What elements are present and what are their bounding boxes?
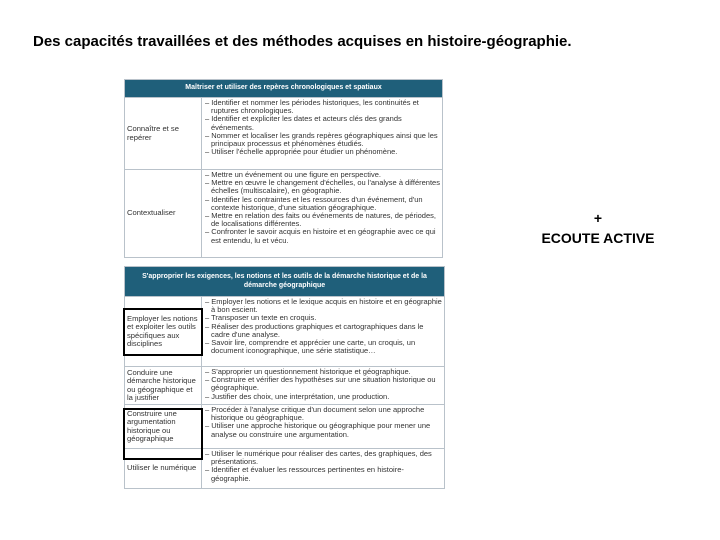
ecoute-active-label: ECOUTE ACTIVE: [541, 230, 655, 246]
row-label: Utiliser le numérique: [125, 449, 202, 489]
list-item: – Identifier et expliciter les dates et acteurs clés des grands événements.: [205, 115, 440, 131]
highlight-box-argumentation: [123, 408, 203, 460]
row-items: [202, 367, 445, 405]
list-item: – Utiliser l'échelle appropriée pour étudier un phénomène.: [205, 148, 440, 156]
list-item: – Réaliser des productions graphiques et cartographiques dans le cadre d'une analyse.: [205, 323, 442, 339]
list-item: – Mettre en relation des faits ou événements de natures, de périodes, de localisations différentes.: [205, 212, 440, 228]
row-items: [202, 98, 443, 170]
slide-title: Des capacités travaillées et des méthodes acquises en histoire-géographie.: [33, 33, 572, 50]
table-row: [125, 367, 445, 405]
list-item: – Identifier et nommer les périodes historiques, les continuités et ruptures chronologiques.: [205, 99, 440, 115]
list-item: – Mettre un événement ou une figure en perspective.: [205, 171, 440, 179]
row-items: [202, 170, 443, 258]
row-label: Employer les notions et exploiter les outils spécifiques aux disciplines: [125, 297, 202, 367]
list-item: – Transposer un texte en croquis.: [205, 314, 442, 322]
list-item: – Savoir lire, comprendre et apprécier une carte, un croquis, un document iconographique, une série statistique…: [205, 339, 442, 355]
row-label: Contextualiser: [125, 170, 202, 258]
list-item: – Identifier les contraintes et les ressources d'un événement, d'un contexte historique, d'une situation géographique.: [205, 196, 440, 212]
highlight-box-employer: [123, 308, 203, 356]
list-item: – S'approprier un questionnement historique et géographique.: [205, 368, 442, 376]
list-item: – Construire et vérifier des hypothèses sur une situation historique ou géographique.: [205, 376, 442, 392]
row-label: Construire une argumentation historique ou géographique: [125, 405, 202, 449]
table-reperes: [124, 79, 443, 258]
list-item: – Mettre en œuvre le changement d'échelles, ou l'analyse à différentes échelles (multiscalaire), en géographie.: [205, 179, 440, 195]
row-label: Conduire une démarche historique ou géographique et la justifier: [125, 367, 202, 405]
list-item: – Utiliser le numérique pour réaliser des cartes, des graphiques, des présentations.: [205, 450, 442, 466]
plus-sign: +: [593, 210, 603, 226]
table-row: [125, 98, 443, 170]
list-item: – Procéder à l'analyse critique d'un document selon une approche historique ou géographique.: [205, 406, 442, 422]
list-item: – Utiliser une approche historique ou géographique pour mener une analyse ou construire une argumentation.: [205, 422, 442, 438]
table-row: [125, 170, 443, 258]
row-items: [202, 449, 445, 489]
table-reperes-header: Maîtriser et utiliser des repères chronologiques et spatiaux: [125, 80, 443, 98]
list-item: – Justifier des choix, une interprétation, une production.: [205, 393, 442, 401]
list-item: – Nommer et localiser les grands repères géographiques ainsi que les principaux processus et phénomènes étudiés.: [205, 132, 440, 148]
list-item: – Confronter le savoir acquis en histoire et en géographie avec ce qui est entendu, lu et vécu.: [205, 228, 440, 244]
row-items: [202, 405, 445, 449]
row-label: Connaître et se repérer: [125, 98, 202, 170]
row-items: [202, 297, 445, 367]
list-item: – Employer les notions et le lexique acquis en histoire et en géographie à bon escient.: [205, 298, 442, 314]
table-demarche-header: S'approprier les exigences, les notions et les outils de la démarche historique et de la démarche géographique: [125, 267, 445, 297]
side-note: [528, 208, 668, 248]
list-item: – Identifier et évaluer les ressources pertinentes en histoire-géographie.: [205, 466, 442, 482]
